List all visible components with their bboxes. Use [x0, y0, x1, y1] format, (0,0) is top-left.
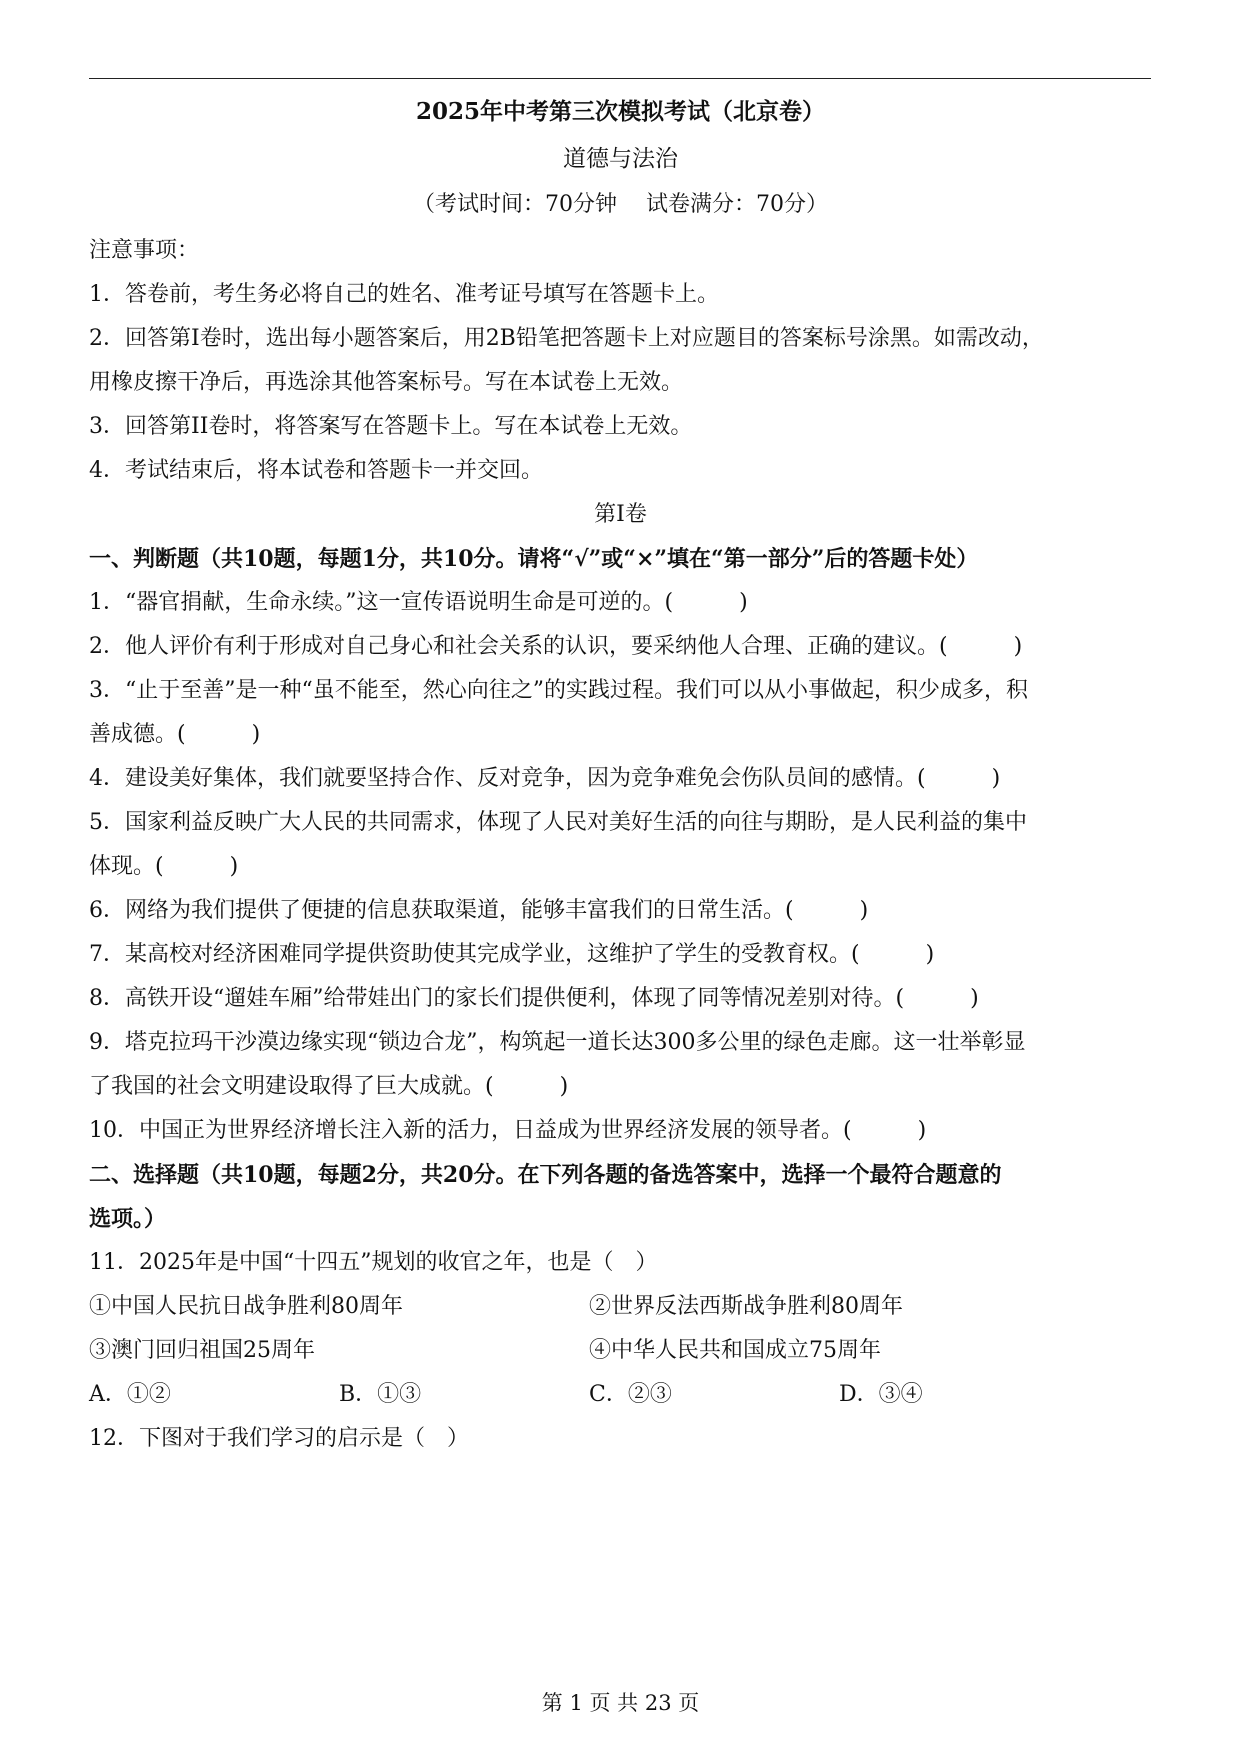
notice-heading: 注意事项： — [89, 238, 200, 263]
question-line: 6．网络为我们提供了便捷的信息获取渠道，能够丰富我们的日常生活。( ) — [89, 898, 869, 923]
q11-item: ④中华人民共和国成立75周年 — [589, 1338, 881, 1363]
notice-line: 1．答卷前，考生务必将自己的姓名、准考证号填写在答题卡上。 — [89, 282, 719, 307]
notice-line: 用橡皮擦干净后，再选涂其他答案标号。写在本试卷上无效。 — [89, 370, 684, 395]
header-rule — [89, 78, 1151, 79]
part1-heading: 一、判断题（共10题，每题1分，共10分。请将“√”或“×”填在“第一部分”后的答题卡处） — [89, 546, 979, 572]
notice-line: 4．考试结束后，将本试卷和答题卡一并交回。 — [89, 458, 543, 483]
q11-choice-c: C．②③ — [589, 1382, 672, 1407]
question-line: 4．建设美好集体，我们就要坚持合作、反对竞争，因为竞争难免会伤队员间的感情。( ) — [89, 766, 1001, 791]
question-line: 7．某高校对经济困难同学提供资助使其完成学业，这维护了学生的受教育权。( ) — [89, 942, 935, 967]
q11-item: ③澳门回归祖国25周年 — [89, 1338, 315, 1363]
question-line: 9．塔克拉玛干沙漠边缘实现“锁边合龙”，构筑起一道长达300多公里的绿色走廊。这一壮举彰显 — [89, 1030, 1026, 1055]
section-label: 第I卷 — [594, 502, 647, 527]
subject-title: 道德与法治 — [563, 146, 678, 172]
q11-choice-a: A．①② — [89, 1382, 171, 1407]
question-line: 10．中国正为世界经济增长注入新的活力，日益成为世界经济发展的领导者。( ) — [89, 1118, 927, 1143]
question-line: 3．“止于至善”是一种“虽不能至，然心向往之”的实践过程。我们可以从小事做起，积少成多，积 — [89, 678, 1028, 703]
part2-heading-cont: 选项。） — [89, 1206, 167, 1232]
notice-line: 2．回答第I卷时，选出每小题答案后，用2B铅笔把答题卡上对应题目的答案标号涂黑。如需改动， — [89, 326, 1044, 351]
q11-item: ②世界反法西斯战争胜利80周年 — [589, 1294, 903, 1319]
exam-info: （考试时间：70分钟 试卷满分：70分） — [413, 192, 828, 217]
q12-stem: 12．下图对于我们学习的启示是（ ） — [89, 1426, 469, 1451]
question-line: 2．他人评价有利于形成对自己身心和社会关系的认识，要采纳他人合理、正确的建议。( ) — [89, 634, 1023, 659]
question-line: 善成德。( ) — [89, 722, 261, 747]
q11-item: ①中国人民抗日战争胜利80周年 — [89, 1294, 403, 1319]
question-line: 体现。( ) — [89, 854, 239, 879]
page-number: 第 1 页 共 23 页 — [541, 1691, 700, 1715]
q11-choice-d: D．③④ — [839, 1382, 923, 1407]
question-line: 8．高铁开设“遛娃车厢”给带娃出门的家长们提供便利，体现了同等情况差别对待。( ) — [89, 986, 979, 1011]
question-line: 5．国家利益反映广大人民的共同需求，体现了人民对美好生活的向往与期盼，是人民利益的集中 — [89, 810, 1028, 835]
part2-heading: 二、选择题（共10题，每题2分，共20分。在下列各题的备选答案中，选择一个最符合题意的 — [89, 1162, 1002, 1188]
q11-stem: 11．2025年是中国“十四五”规划的收官之年，也是（ ） — [89, 1250, 658, 1275]
exam-title: 2025年中考第三次模拟考试（北京卷） — [415, 98, 825, 125]
q11-choice-b: B．①③ — [339, 1382, 422, 1407]
notice-line: 3．回答第II卷时，将答案写在答题卡上。写在本试卷上无效。 — [89, 414, 693, 439]
question-line: 了我国的社会文明建设取得了巨大成就。( ) — [89, 1074, 569, 1099]
question-line: 1．“器官捐献，生命永续。”这一宣传语说明生命是可逆的。( ) — [89, 590, 748, 615]
